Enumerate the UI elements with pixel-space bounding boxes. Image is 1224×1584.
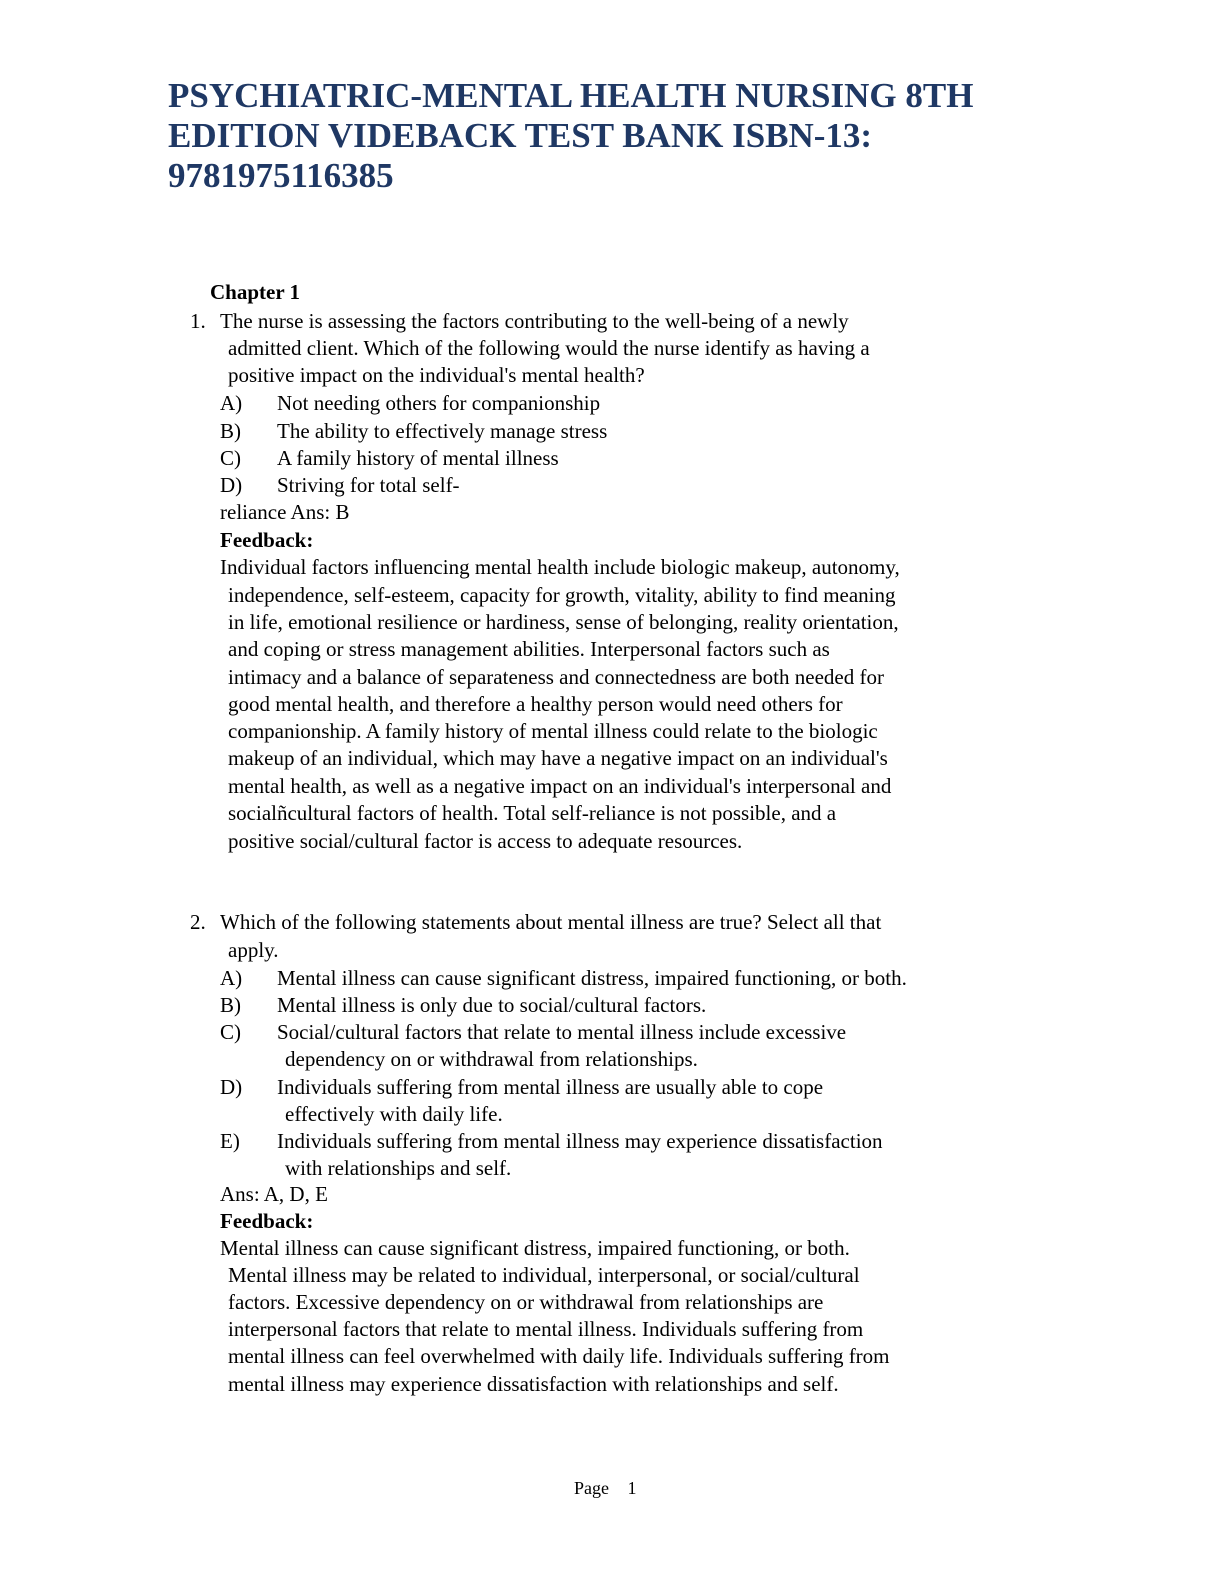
question-stem-line: positive impact on the individual's mental health?	[228, 363, 645, 387]
option-text-continued: dependency on or withdrawal from relationships.	[285, 1047, 698, 1071]
option-text-continued: effectively with daily life.	[285, 1102, 503, 1126]
feedback-line: Mental illness can cause significant distress, impaired functioning, or both.	[220, 1236, 850, 1260]
answer-text: reliance Ans: B	[220, 500, 350, 524]
option-text: Not needing others for companionship	[277, 391, 601, 415]
page-label: Page	[574, 1478, 609, 1498]
chapter-heading: Chapter 1	[210, 280, 301, 304]
title-line-1: PSYCHIATRIC-MENTAL HEALTH NURSING 8TH	[168, 76, 974, 115]
answer-text: Ans: A, D, E	[220, 1182, 328, 1206]
feedback-line: mental illness may experience dissatisfaction with relationships and self.	[228, 1372, 839, 1396]
option-text: Striving for total self-	[277, 473, 460, 497]
question-stem-line: admitted client. Which of the following would the nurse identify as having a	[228, 336, 870, 360]
option-letter: B)	[220, 993, 241, 1017]
question-stem-line: The nurse is assessing the factors contributing to the well-being of a newly	[220, 309, 849, 333]
option-text: The ability to effectively manage stress	[277, 419, 608, 443]
page-footer	[574, 1476, 637, 1500]
option-text: Individuals suffering from mental illness may experience dissatisfaction	[277, 1129, 883, 1153]
option-letter: C)	[220, 1020, 241, 1044]
title-line-2: EDITION VIDEBACK TEST BANK ISBN-13:	[168, 116, 873, 155]
option-text: Mental illness is only due to social/cultural factors.	[277, 993, 707, 1017]
feedback-label: Feedback:	[220, 1209, 314, 1233]
feedback-line: factors. Excessive dependency on or withdrawal from relationships are	[228, 1290, 824, 1314]
feedback-line: mental health, as well as a negative impact on an individual's interpersonal and	[228, 774, 892, 798]
feedback-line: good mental health, and therefore a healthy person would need others for	[228, 692, 843, 716]
title-line-3: 9781975116385	[168, 156, 394, 195]
option-letter: E)	[220, 1129, 240, 1153]
feedback-line: Individual factors influencing mental health include biologic makeup, autonomy,	[220, 555, 900, 579]
question-number: 2.	[190, 910, 206, 934]
feedback-line: Mental illness may be related to individual, interpersonal, or social/cultural	[228, 1263, 860, 1287]
option-text: Mental illness can cause significant distress, impaired functioning, or both.	[277, 966, 907, 990]
feedback-line: makeup of an individual, which may have a negative impact on an individual's	[228, 746, 888, 770]
option-text-continued: with relationships and self.	[285, 1156, 512, 1180]
option-text: A family history of mental illness	[277, 446, 559, 470]
feedback-line: mental illness can feel overwhelmed with daily life. Individuals suffering from	[228, 1344, 890, 1368]
option-letter: A)	[220, 391, 243, 415]
feedback-line: socialñcultural factors of health. Total self-reliance is not possible, and a	[228, 801, 837, 825]
option-text: Individuals suffering from mental illness are usually able to cope	[277, 1075, 824, 1099]
feedback-line: independence, self-esteem, capacity for growth, vitality, ability to find meaning	[228, 583, 896, 607]
page-title	[168, 76, 1068, 196]
question-stem-line: apply.	[228, 938, 279, 962]
feedback-line: positive social/cultural factor is access to adequate resources.	[228, 829, 743, 853]
question-number: 1.	[190, 309, 206, 333]
option-letter: B)	[220, 419, 241, 443]
feedback-line: and coping or stress management abilities. Interpersonal factors such as	[228, 637, 830, 661]
feedback-line: intimacy and a balance of separateness and connectedness are both needed for	[228, 665, 884, 689]
feedback-label: Feedback:	[220, 528, 314, 552]
option-letter: C)	[220, 446, 241, 470]
option-letter: D)	[220, 473, 243, 497]
feedback-line: in life, emotional resilience or hardiness, sense of belonging, reality orientation,	[228, 610, 899, 634]
page-number: 1	[627, 1478, 637, 1498]
option-letter: D)	[220, 1075, 243, 1099]
option-text: Social/cultural factors that relate to mental illness include excessive	[277, 1020, 847, 1044]
feedback-line: interpersonal factors that relate to mental illness. Individuals suffering from	[228, 1317, 864, 1341]
option-letter: A)	[220, 966, 243, 990]
question-stem-line: Which of the following statements about mental illness are true? Select all that	[220, 910, 882, 934]
feedback-line: companionship. A family history of mental illness could relate to the biologic	[228, 719, 878, 743]
